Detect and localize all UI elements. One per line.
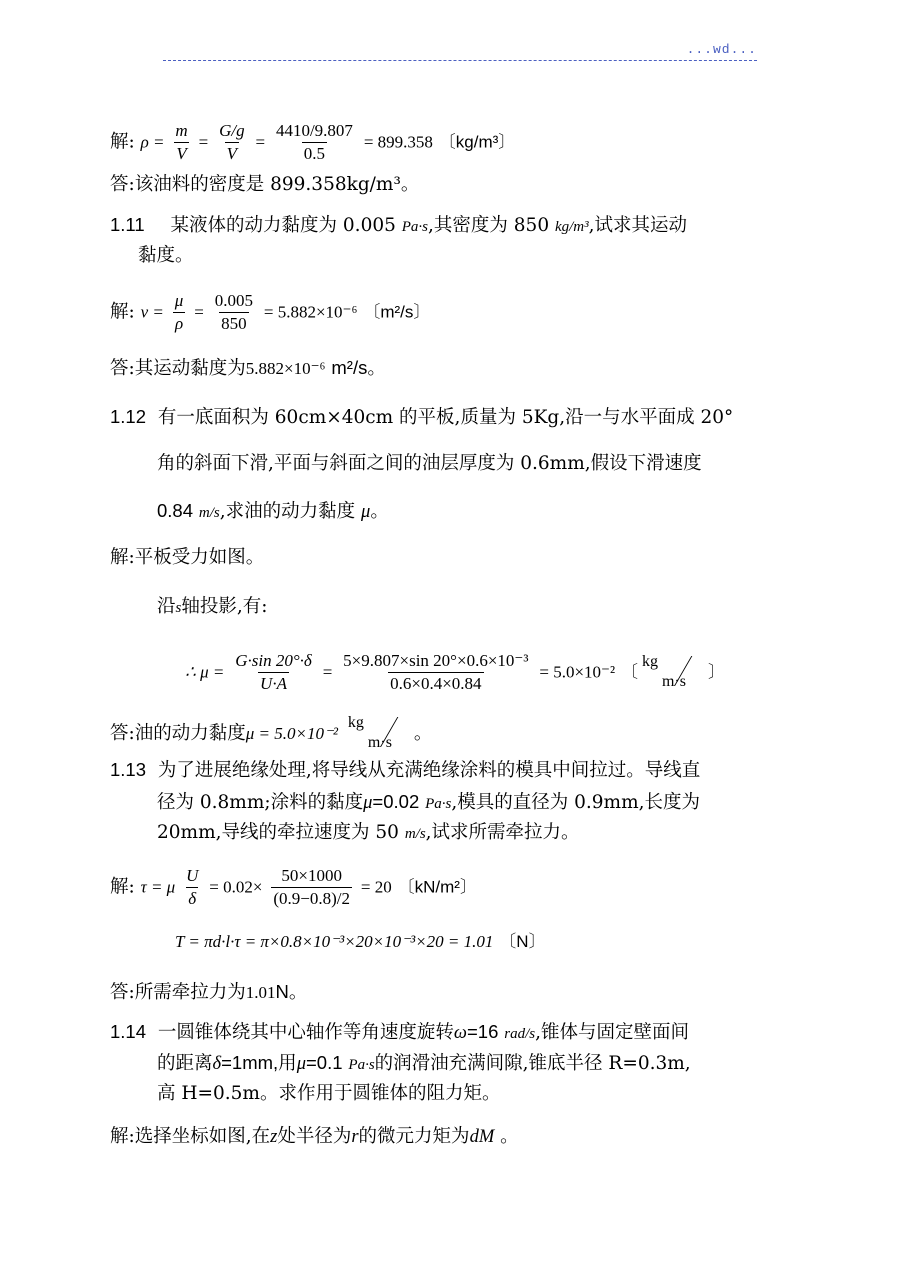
text: 轴投影,有: [181,596,268,617]
result-value: = 5.0×10⁻² [539,662,616,682]
header-divider [163,60,757,61]
solution-label: 解: [110,876,135,898]
question-1-14-line2 [157,1051,820,1077]
symbol-mu: μ [363,793,373,813]
solution-cone [110,1125,820,1149]
solution-viscosity [110,290,820,335]
value: =0.1 [305,1052,343,1073]
value: =0.02 [372,791,420,812]
fraction: $\frac{G\cdot\sin 20^\circ\cdot\delta}{U\cdot A}$ [235,651,312,693]
unit: m²/s。 [331,357,386,378]
unit-kg-per-ms: kg m·s [348,717,410,751]
value: =16 [466,1021,499,1042]
answer-text: 答:其运动黏度为 [110,358,246,379]
formula-T: T = πd·l·τ = π×0.8×10⁻³×20×10⁻³×20 = 1.01 [175,932,494,951]
question-1-13-line3 [157,821,820,846]
formula-tau: τ = μ [140,877,176,897]
symbol-s: s [175,600,182,616]
fraction: $\frac{\mu}{\rho}$ [174,291,184,333]
question-text: ,锥体与固定壁面间 [535,1022,689,1043]
equals: = [194,302,204,322]
answer-text: 答:所需牵拉力为 [110,982,246,1003]
symbol-omega: ω [453,1023,467,1043]
fraction: $\frac{U}{\delta}$ [186,866,199,908]
question-number: 1.11 [110,214,145,235]
unit: kg/m³ [554,219,589,235]
question-1-11 [110,213,820,239]
symbol-z: z [270,1127,278,1147]
text: 的微元力矩为 [358,1126,470,1147]
question-text: 有一底面积为 60cm×40cm 的平板,质量为 5Kg,沿一与水平面成 20° [157,407,734,428]
solution-label: 解: [110,301,135,323]
question-text: 的距离 [157,1053,213,1074]
answer-density: 答:该油料的密度是 899.358kg/m³。 [110,174,420,195]
bracket: 〕 [708,662,726,682]
question-text: ,试求所需牵拉力。 [425,822,580,843]
text: 处半径为 [277,1126,352,1147]
equals: = [255,132,266,152]
solution-density [110,120,820,165]
unit: m/s [404,826,426,842]
solution-label: 解: [110,131,135,153]
question-text: 为了进展绝缘处理,将导线从充满绝缘涂料的模具中间拉过。导线直 [157,760,701,781]
question-text: 一圆锥体绕其中心轴作等角速度旋转 [157,1022,454,1043]
unit: 〔m²/s〕 [363,302,431,322]
solution-plate-formula [185,650,820,695]
unit: Pa·s [348,1057,375,1073]
equals: = [322,662,333,682]
answer-text: 答:油的动力黏度 [110,723,246,744]
result-value: = 899.358 [363,132,433,152]
fraction: $\frac{0.005}{850}$ [214,291,253,333]
question-text: 20mm,导线的牵拉速度为 50 [157,822,399,843]
question-text: ,求油的动力黏度 [219,501,356,522]
question-number: 1.14 [110,1021,147,1042]
fraction: $\frac{50\times 1000}{(0.9-0.8)/2}$ [273,866,350,908]
question-1-14 [110,1020,820,1046]
question-1-12-line3 [157,499,820,525]
question-1-12-line2: 角的斜面下滑,平面与斜面之间的油层厚度为 0.6mm,假设下滑速度 [157,453,702,474]
answer-value: 5.882×10⁻⁶ [245,359,326,378]
punctuation: 。 [370,501,389,522]
fraction: $\frac{m}{V}$ [175,121,188,163]
answer-plate [110,714,820,751]
symbol-mu: μ [361,502,371,522]
unit: rad/s [504,1026,536,1042]
bracket: 〔 [621,662,639,682]
punctuation: 。 [413,723,433,744]
equals: = [198,132,209,152]
question-number: 1.13 [110,759,147,780]
unit: 〔kg/m³〕 [438,132,516,152]
question-number: 1.12 [110,406,147,427]
value: =1mm,用 [221,1052,297,1073]
fraction: $\frac{4410/9.807}{0.5}$ [275,121,353,163]
question-text: 径为 0.8mm;涂料的黏度 [157,792,364,813]
value: 0.84 [157,500,194,521]
answer-value: μ = 5.0×10⁻² [245,724,339,743]
punctuation: 。 [500,1126,519,1147]
answer-force [110,980,820,1005]
symbol-delta: δ [212,1054,222,1074]
fraction: $\frac{G/g}{V}$ [219,121,245,163]
unit: N。 [275,981,308,1002]
symbol-dM: dM [469,1127,495,1147]
question-1-13-line2 [157,790,820,816]
text: 解:选择坐标如图,在 [110,1126,271,1147]
solution-force [175,930,820,954]
question-1-12 [110,405,820,430]
question-text: ,其密度为 850 [428,215,550,236]
result-value: = 20 [360,877,392,897]
symbol-mu: μ [296,1054,306,1074]
answer-viscosity [110,356,820,381]
symbol-r: r [351,1127,359,1147]
unit: Pa·s [425,796,452,812]
equals: = 0.02× [209,877,263,897]
question-1-14-line3: 高 H=0.5m。求作用于圆锥体的阻力矩。 [157,1083,501,1104]
question-1-13 [110,758,820,783]
unit: 〔N〕 [499,932,546,951]
unit: Pa·s [401,219,429,235]
question-text: 某液体的动力黏度为 0.005 [170,215,396,236]
result-value: = 5.882×10⁻⁶ [263,302,358,322]
text: 沿 [157,596,176,617]
unit: m/s [198,505,220,521]
question-1-11-cont: 黏度。 [138,245,194,266]
question-text: ,试求其运动 [588,215,688,236]
formula-rho: ρ = [140,132,165,152]
question-text: ,模具的直径为 0.9mm,长度为 [451,792,701,813]
unit: 〔kN/m²〕 [397,877,477,897]
unit-kg-per-ms: kg m·s [642,656,704,690]
solution-plate-line2 [157,595,820,620]
formula-nu: ν = [140,302,164,322]
solution-shear [110,865,820,910]
header-mark: ...wd... [686,42,757,57]
solution-plate-line1: 解:平板受力如图。 [110,547,265,568]
formula-mu: ∴ μ = [185,662,225,682]
question-text: 的润滑油充满间隙,锥底半径 R=0.3m, [374,1053,691,1074]
fraction: $\frac{\text{5×9.807×sin 20°×0.6×10⁻³}}{0.6\times 0.4\times 0.84}$ [343,651,529,693]
answer-value: 1.01 [245,983,276,1002]
